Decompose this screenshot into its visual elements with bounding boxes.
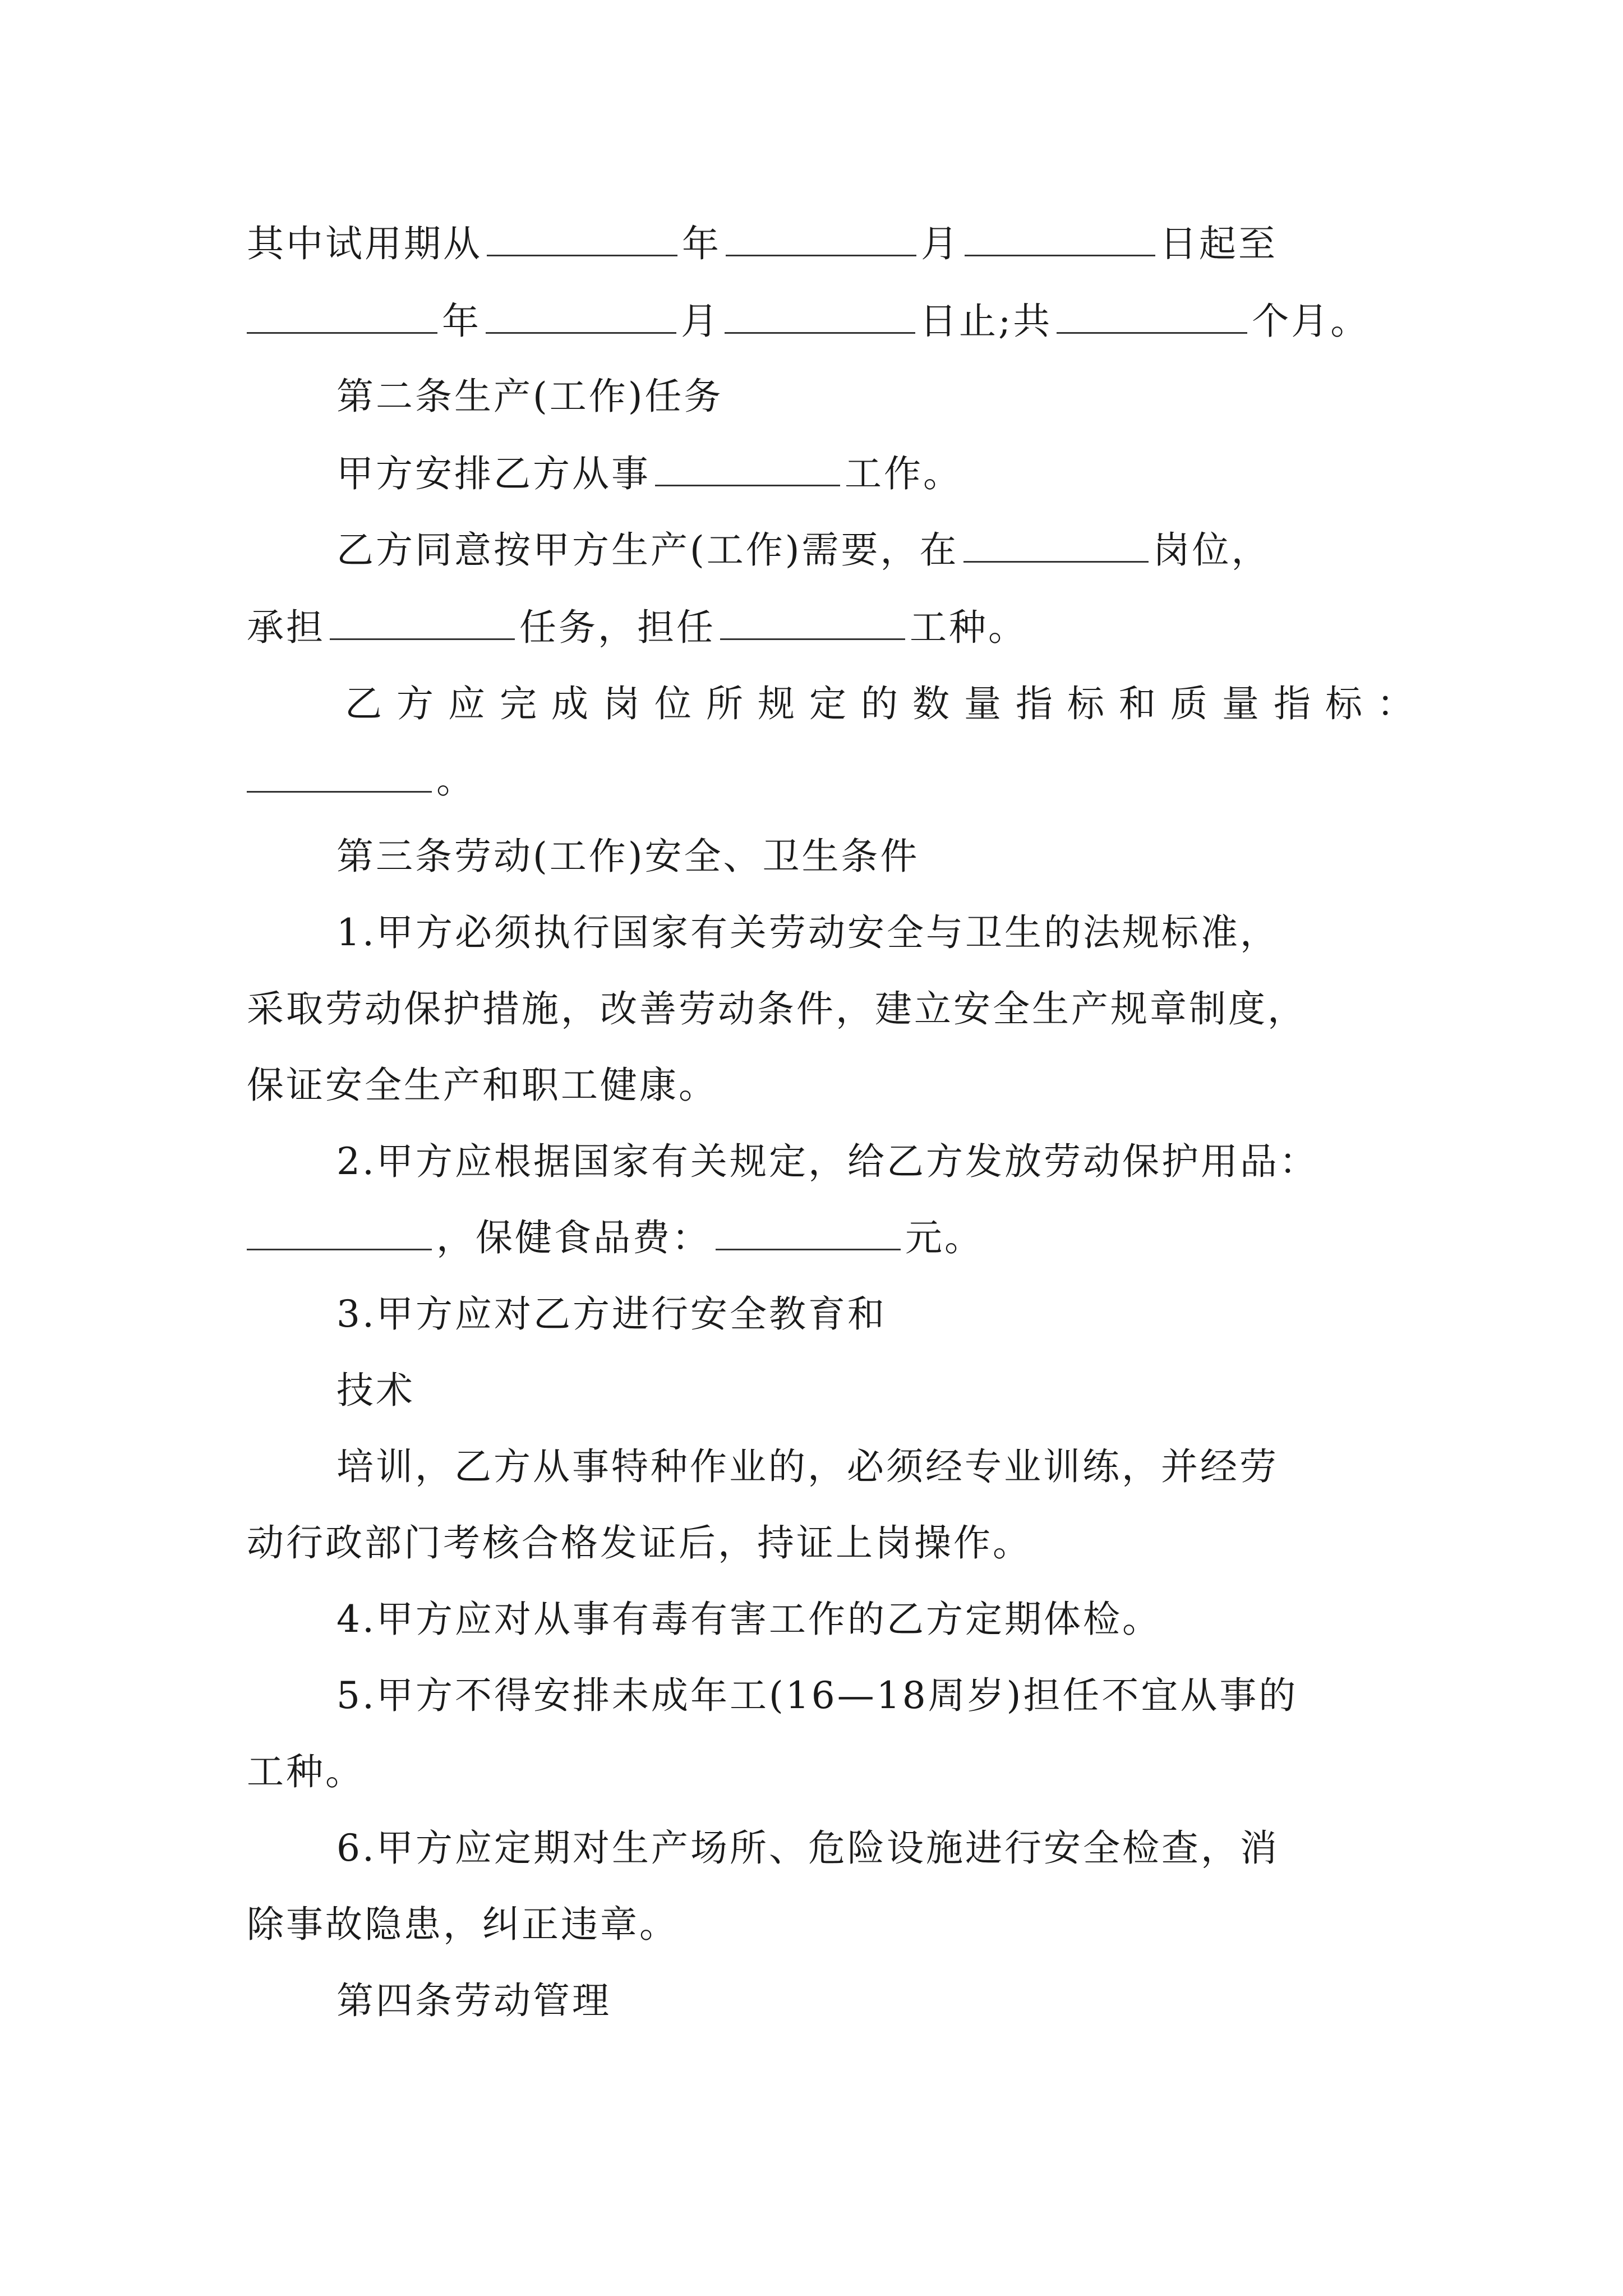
text: 月: [681, 300, 720, 343]
text: 元。: [905, 1216, 984, 1259]
blank-protective-gear[interactable]: [247, 1215, 432, 1250]
clause-3-line-4: 动行政部门考核合格发证后，持证上岗操作。: [247, 1521, 1032, 1565]
clause-6-line-2: 除事故隐患，纠正违章。: [247, 1903, 679, 1946]
text: 承担: [247, 606, 325, 649]
clause-1-line-1: 1.甲方必须执行国家有关劳动安全与卫生的法规标准，: [336, 911, 1279, 954]
text: 日起至: [1160, 222, 1278, 265]
clause-2-line-2: [247, 1213, 984, 1263]
blank-start-month[interactable]: [726, 221, 916, 256]
blank-position[interactable]: [963, 527, 1149, 563]
text: 个月。: [1252, 300, 1370, 343]
text: 月: [921, 222, 960, 265]
text: 乙方同意按甲方生产(工作)需要，在: [336, 528, 959, 572]
task-line: [247, 602, 1027, 653]
text: 任务，担任: [519, 606, 716, 649]
position-line: [336, 525, 1271, 576]
clause-4-line: 4.甲方应对从事有毒有害工作的乙方定期体检。: [336, 1598, 1161, 1641]
section-heading-article-4: 第四条劳动管理: [336, 1979, 611, 2022]
clause-6-line-1: 6.甲方应定期对生产场所、危险设施进行安全检查，消: [336, 1826, 1279, 1870]
job-assignment-line: [336, 449, 962, 499]
clause-3-line-3: 培训，乙方从事特种作业的，必须经专业训练，并经劳: [336, 1445, 1279, 1488]
text: 年: [682, 222, 721, 265]
quota-blank-line: [247, 755, 476, 806]
blank-start-year[interactable]: [487, 221, 677, 256]
quota-line: 乙方应完成岗位所规定的数量指标和质量指标：: [345, 682, 1428, 725]
blank-work-type[interactable]: [720, 605, 905, 640]
section-heading-article-3: 第三条劳动(工作)安全、卫生条件: [336, 835, 920, 878]
text: 日止;共: [920, 300, 1053, 343]
probation-period-line: [247, 219, 1278, 269]
text: 甲方安排乙方从事: [336, 452, 651, 495]
blank-start-day[interactable]: [965, 221, 1155, 256]
blank-total-months[interactable]: [1057, 298, 1247, 334]
blank-job[interactable]: [655, 451, 840, 486]
blank-health-food-fee[interactable]: [716, 1215, 901, 1250]
text: 岗位，: [1152, 528, 1271, 572]
blank-quota[interactable]: [247, 757, 432, 793]
clause-1-line-3: 保证安全生产和职工健康。: [247, 1064, 718, 1107]
text: 工作。: [845, 452, 962, 495]
text: 工种。: [910, 606, 1027, 649]
section-heading-article-2: 第二条生产(工作)任务: [336, 375, 723, 418]
clause-1-line-2: 采取劳动保护措施，改善劳动条件，建立安全生产规章制度，: [247, 987, 1307, 1030]
probation-end-line: [247, 296, 1370, 347]
clause-3-line-1: 3.甲方应对乙方进行安全教育和: [336, 1292, 887, 1336]
clause-5-line-2: 工种。: [247, 1750, 365, 1793]
text: 其中试用期从: [247, 222, 482, 265]
text: 。: [436, 758, 476, 802]
text: 年: [442, 300, 481, 343]
blank-task[interactable]: [330, 605, 515, 640]
blank-end-day[interactable]: [725, 298, 915, 334]
clause-5-line-1: 5.甲方不得安排未成年工(16—18周岁)担任不宜从事的: [336, 1674, 1298, 1717]
text: ，保健食品费：: [436, 1216, 711, 1259]
blank-end-year[interactable]: [247, 298, 437, 334]
blank-end-month[interactable]: [486, 298, 676, 334]
clause-2-line-1: 2.甲方应根据国家有关规定，给乙方发放劳动保护用品：: [336, 1140, 1318, 1183]
clause-3-line-2: 技术: [336, 1369, 415, 1412]
